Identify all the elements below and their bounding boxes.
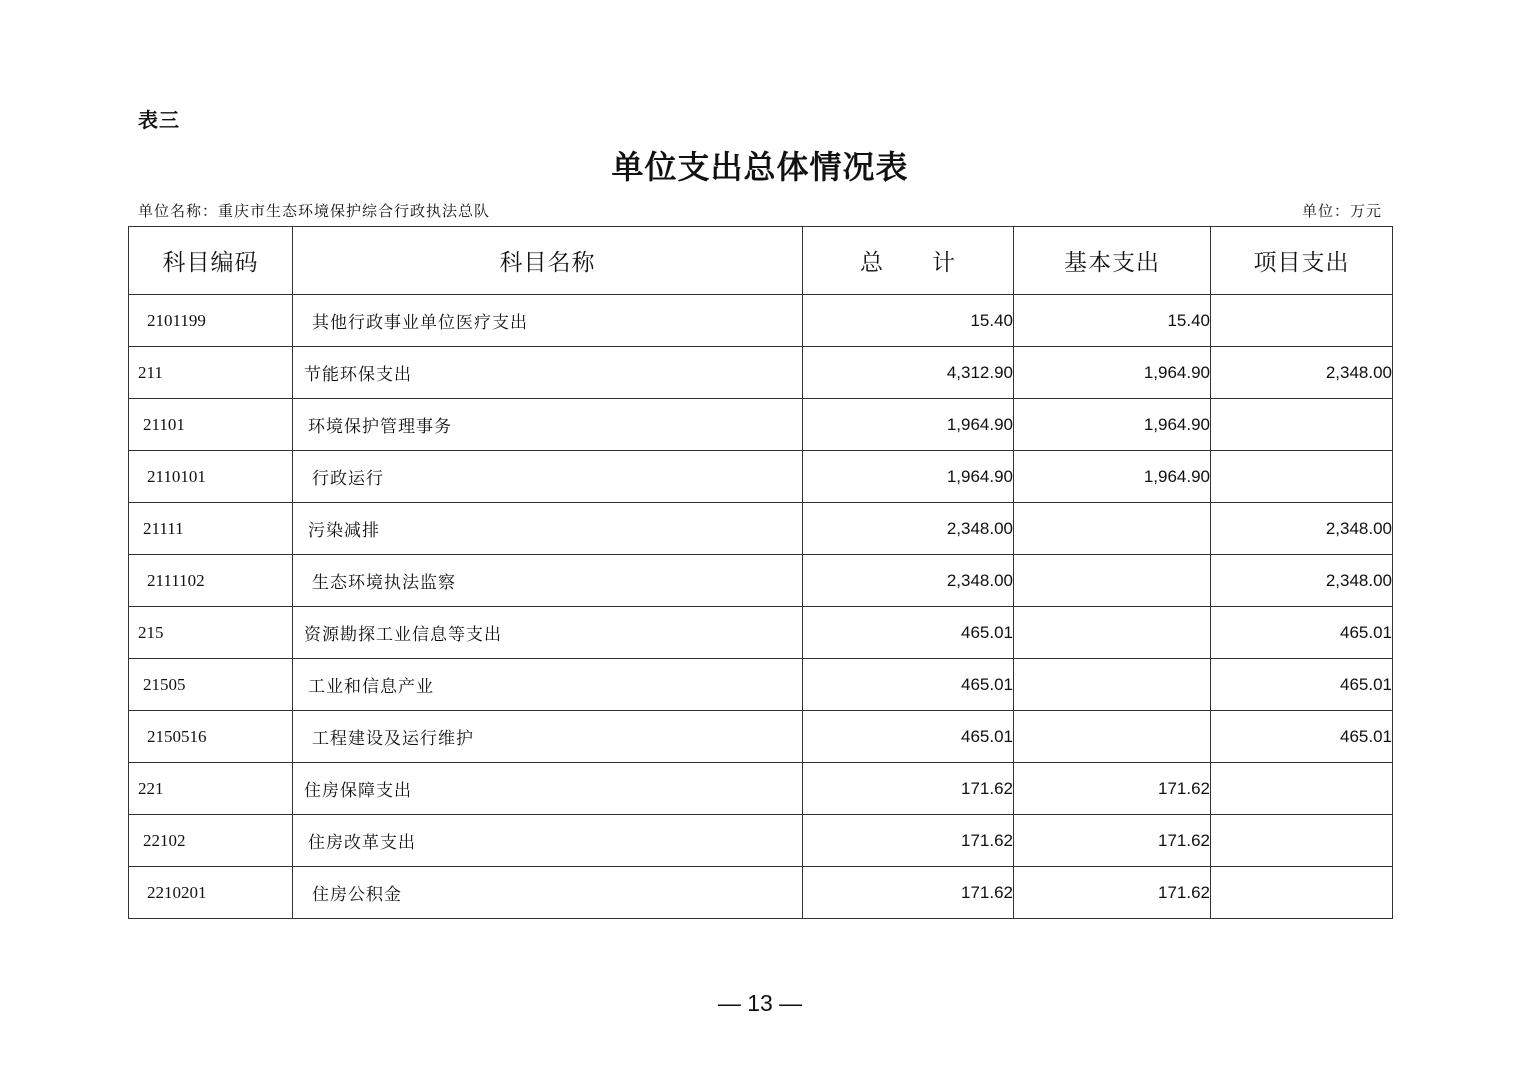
row-name: 节能环保支出 — [293, 347, 803, 399]
table-label: 表三 — [138, 108, 180, 132]
row-code: 22102 — [129, 815, 293, 867]
row-project — [1211, 399, 1393, 451]
row-name: 住房改革支出 — [293, 815, 803, 867]
row-project — [1211, 867, 1393, 919]
unit-name: 单位名称：重庆市生态环境保护综合行政执法总队 — [138, 202, 491, 220]
row-total: 4,312.90 — [803, 347, 1014, 399]
row-basic — [1014, 711, 1211, 763]
row-total: 15.40 — [803, 295, 1014, 347]
row-total: 2,348.00 — [803, 503, 1014, 555]
table-row — [129, 451, 1393, 503]
row-code: 2110101 — [129, 451, 293, 503]
row-code: 221 — [129, 763, 293, 815]
row-code: 2150516 — [129, 711, 293, 763]
table-row — [129, 555, 1393, 607]
table-row — [129, 503, 1393, 555]
row-basic: 171.62 — [1014, 815, 1211, 867]
row-code: 211 — [129, 347, 293, 399]
row-code: 21505 — [129, 659, 293, 711]
row-basic — [1014, 659, 1211, 711]
row-code: 21101 — [129, 399, 293, 451]
row-project — [1211, 451, 1393, 503]
row-project — [1211, 295, 1393, 347]
row-basic: 171.62 — [1014, 763, 1211, 815]
row-name: 资源勘探工业信息等支出 — [293, 607, 803, 659]
row-name: 行政运行 — [293, 451, 803, 503]
row-project — [1211, 815, 1393, 867]
row-total: 465.01 — [803, 607, 1014, 659]
row-basic: 171.62 — [1014, 867, 1211, 919]
table-row — [129, 659, 1393, 711]
row-name: 污染减排 — [293, 503, 803, 555]
row-total: 171.62 — [803, 763, 1014, 815]
page-number: — 13 — — [717, 990, 803, 1016]
row-basic — [1014, 555, 1211, 607]
table-row — [129, 815, 1393, 867]
row-total: 1,964.90 — [803, 451, 1014, 503]
header-project: 项目支出 — [1211, 227, 1393, 295]
table-row — [129, 867, 1393, 919]
row-project: 465.01 — [1211, 711, 1393, 763]
row-code: 215 — [129, 607, 293, 659]
unit-measure: 单位：万元 — [1301, 202, 1382, 220]
row-basic — [1014, 607, 1211, 659]
row-total: 1,964.90 — [803, 399, 1014, 451]
header-basic: 基本支出 — [1014, 227, 1211, 295]
row-total: 171.62 — [803, 815, 1014, 867]
row-project: 465.01 — [1211, 607, 1393, 659]
header-total: 总 计 — [803, 227, 1014, 295]
row-total: 171.62 — [803, 867, 1014, 919]
row-code: 21111 — [129, 503, 293, 555]
row-basic: 1,964.90 — [1014, 451, 1211, 503]
row-basic: 1,964.90 — [1014, 347, 1211, 399]
row-code: 2101199 — [129, 295, 293, 347]
row-name: 工业和信息产业 — [293, 659, 803, 711]
row-basic — [1014, 503, 1211, 555]
header-code: 科目编码 — [129, 227, 293, 295]
row-code: 2210201 — [129, 867, 293, 919]
table-row — [129, 607, 1393, 659]
table-row — [129, 347, 1393, 399]
row-basic: 15.40 — [1014, 295, 1211, 347]
table-row — [129, 399, 1393, 451]
row-total: 465.01 — [803, 659, 1014, 711]
row-project: 2,348.00 — [1211, 347, 1393, 399]
row-project: 2,348.00 — [1211, 555, 1393, 607]
table-row — [129, 711, 1393, 763]
expenditure-table — [128, 226, 1393, 919]
row-total: 465.01 — [803, 711, 1014, 763]
row-name: 住房公积金 — [293, 867, 803, 919]
page-title: 单位支出总体情况表 — [611, 148, 909, 186]
header-name: 科目名称 — [293, 227, 803, 295]
row-project — [1211, 763, 1393, 815]
table-row — [129, 295, 1393, 347]
row-name: 环境保护管理事务 — [293, 399, 803, 451]
row-name: 住房保障支出 — [293, 763, 803, 815]
row-basic: 1,964.90 — [1014, 399, 1211, 451]
row-name: 其他行政事业单位医疗支出 — [293, 295, 803, 347]
row-total: 2,348.00 — [803, 555, 1014, 607]
table-header-row — [129, 227, 1393, 295]
row-name: 工程建设及运行维护 — [293, 711, 803, 763]
row-project: 465.01 — [1211, 659, 1393, 711]
row-code: 2111102 — [129, 555, 293, 607]
row-name: 生态环境执法监察 — [293, 555, 803, 607]
row-project: 2,348.00 — [1211, 503, 1393, 555]
table-row — [129, 763, 1393, 815]
